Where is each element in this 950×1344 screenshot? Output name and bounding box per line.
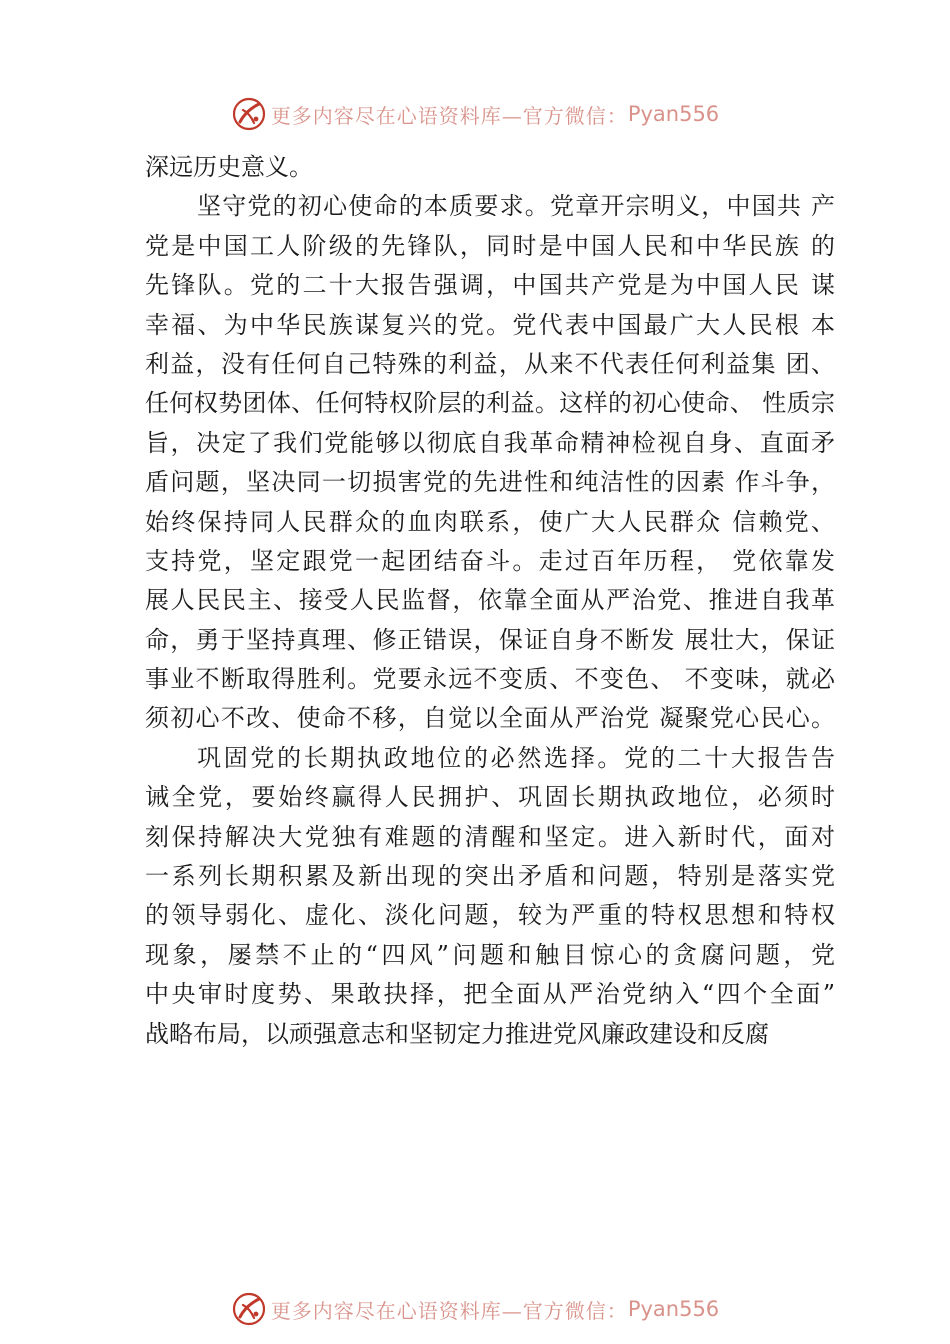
header-watermark bbox=[0, 92, 950, 136]
text-line: 事业不断取得胜利。党要永远不变质、不变色、 不变味，就必 bbox=[145, 665, 835, 694]
text-line: 利益，没有任何自己特殊的利益，从来不代表任何利益集 团、 bbox=[145, 349, 835, 378]
text-line: 中央审时度势、果敢抉择，把全面从严治党纳入“四个全面” bbox=[145, 980, 835, 1009]
paragraph bbox=[145, 148, 835, 187]
text-line: 旨，决定了我们党能够以彻底自我革命精神检视自身、直面矛 bbox=[145, 428, 835, 457]
text-line: 始终保持同人民群众的血肉联系，使广大人民群众 信赖党、 bbox=[145, 507, 835, 536]
watermark-text: 更多内容尽在心语资料库—官方微信： bbox=[270, 1298, 628, 1323]
text-line: 须初心不改、使命不移，自觉以全面从严治党 凝聚党心民心。 bbox=[145, 704, 835, 733]
paragraph bbox=[145, 739, 835, 1054]
footer-watermark bbox=[0, 1287, 950, 1331]
brush-logo-icon bbox=[231, 96, 267, 132]
text-line: 的领导弱化、虚化、淡化问题，较为严重的特权思想和特权 bbox=[145, 901, 835, 930]
text-line: 刻保持解决大党独有难题的清醒和坚定。进入新时代，面对 bbox=[145, 822, 835, 851]
watermark-account: Pyan556 bbox=[627, 1297, 720, 1321]
text-line: 坚守党的初心使命的本质要求。党章开宗明义，中国共 产 bbox=[197, 192, 835, 221]
document-body bbox=[145, 148, 835, 1054]
text-line: 战略布局，以顽强意志和坚韧定力推进党风廉政建设和反腐 bbox=[145, 1019, 769, 1048]
text-line: 先锋队。党的二十大报告强调，中国共产党是为中国人民 谋 bbox=[145, 271, 835, 300]
text-line: 深远历史意义。 bbox=[145, 153, 313, 181]
text-line: 一系列长期积累及新出现的突出矛盾和问题，特别是落实党 bbox=[145, 862, 835, 891]
text-line: 展人民民主、接受人民监督，依靠全面从严治党、推进自我革 bbox=[145, 586, 835, 615]
text-line: 盾问题，坚决同一切损害党的先进性和纯洁性的因素 作斗争， bbox=[145, 468, 835, 497]
text-line: 现象，屡禁不止的“四风”问题和触目惊心的贪腐问题，党 bbox=[145, 940, 835, 969]
text-line: 支持党，坚定跟党一起团结奋斗。走过百年历程， 党依靠发 bbox=[145, 546, 835, 575]
text-line: 党是中国工人阶级的先锋队，同时是中国人民和中华民族 的 bbox=[145, 231, 835, 260]
brush-logo-icon bbox=[231, 1291, 267, 1327]
watermark-account: Pyan556 bbox=[627, 102, 720, 126]
text-line: 诫全党，要始终赢得人民拥护、巩固长期执政地位，必须时 bbox=[145, 783, 835, 812]
text-line: 巩固党的长期执政地位的必然选择。党的二十大报告告 bbox=[197, 743, 835, 772]
watermark-text: 更多内容尽在心语资料库—官方微信： bbox=[270, 103, 628, 128]
text-line: 幸福、为中华民族谋复兴的党。党代表中国最广大人民根 本 bbox=[145, 310, 835, 339]
paragraph bbox=[145, 187, 835, 738]
text-line: 任何权势团体、任何特权阶层的利益。这样的初心使命、 性质宗 bbox=[145, 389, 835, 418]
text-line: 命，勇于坚持真理、修正错误，保证自身不断发 展壮大，保证 bbox=[145, 625, 835, 654]
